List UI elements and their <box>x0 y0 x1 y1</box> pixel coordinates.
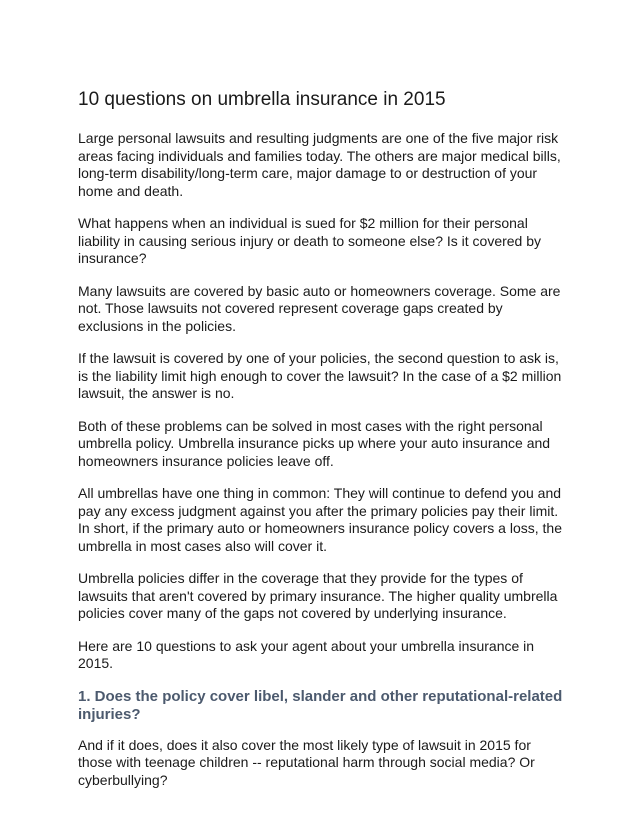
paragraph-questions-intro: Here are 10 questions to ask your agent about your umbrella insurance in 2015. <box>78 637 535 671</box>
paragraph-intro: Large personal lawsuits and resulting judgments are one of the five major risk areas facing individuals and families today. The others are major medical bills, long-term disability/long-term care, major damage to or destruction of your home and death. <box>78 130 561 199</box>
paragraph-liability-limit: If the lawsuit is covered by one of your policies, the second question to ask is, is the liability limit high enough to cover the lawsuit? In the case of a $2 million lawsuit, the answer is no. <box>78 350 562 401</box>
section-heading-question-1: 1. Does the policy cover libel, slander and other reputational-related injuries? <box>78 687 563 723</box>
paragraph-umbrella-solution: Both of these problems can be solved in most cases with the right personal umbrella policy. Umbrella insurance picks up where your auto insurance and homeowners insurance policies leave off. <box>78 417 551 469</box>
document-title: 10 questions on umbrella insurance in 2015 <box>78 89 446 110</box>
paragraph-common-features: All umbrellas have one thing in common: They will continue to defend you and pay any excess judgment against you after the primary policies pay their limit. In short, if the primary auto or homeowners insurance policy covers a loss, the umbrella in most cases also will cover it. <box>78 485 562 554</box>
paragraph-coverage-gaps: Many lawsuits are covered by basic auto or homeowners coverage. Some are not. Those lawsuits not covered represent coverage gaps created by exclusions in the policies. <box>78 282 561 334</box>
paragraph-lawsuit-question: What happens when an individual is sued for $2 million for their personal liability in causing serious injury or death to someone else? Is it covered by insurance? <box>78 215 542 266</box>
document-page <box>78 88 566 804</box>
paragraph-question-1-detail: And if it does, does it also cover the most likely type of lawsuit in 2015 for those with teenage children -- reputational harm through social media? Or cyberbullying? <box>78 736 535 788</box>
paragraph-policy-differences: Umbrella policies differ in the coverage that they provide for the types of lawsuits that aren't covered by primary insurance. The higher quality umbrella policies cover many of the gaps not covered by underlying insurance. <box>78 570 558 621</box>
